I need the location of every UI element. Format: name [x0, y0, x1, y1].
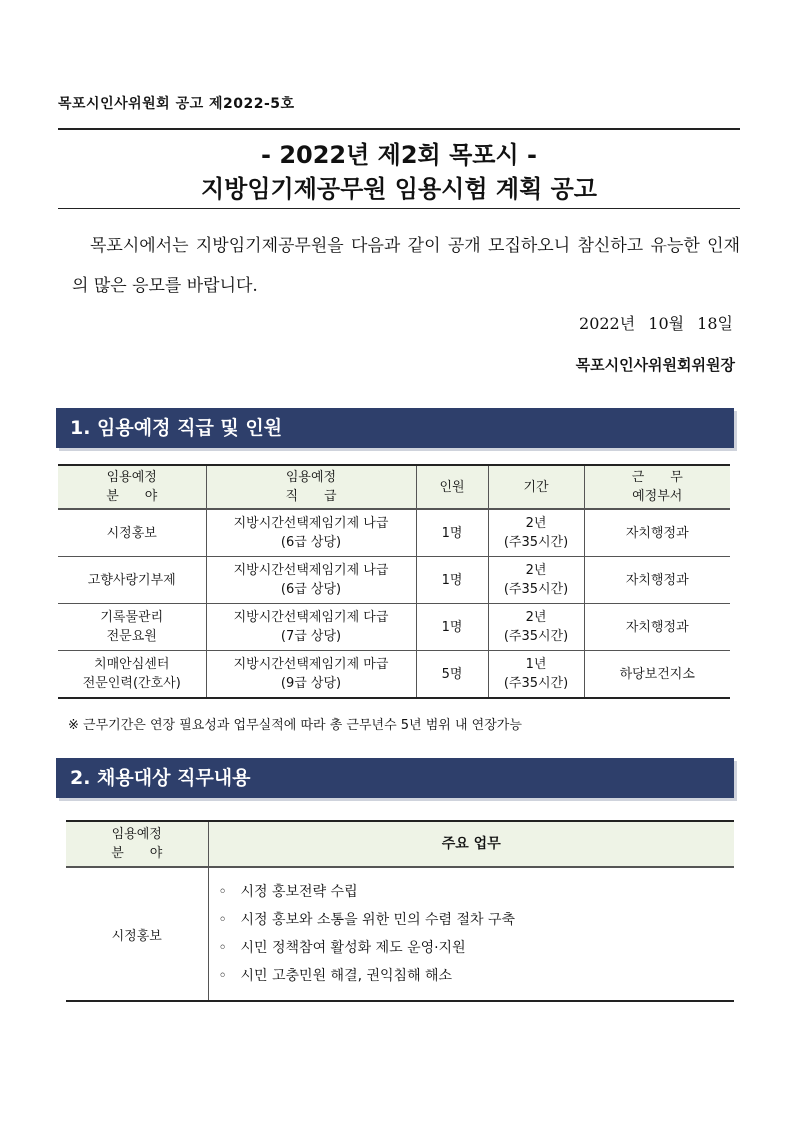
- list-item: ◦ 시민 정책참여 활성화 제도 운영·지원: [219, 934, 735, 962]
- cell-count: 1명: [416, 509, 488, 557]
- cell-dept: 자치행정과: [584, 557, 730, 604]
- cell-count: 1명: [416, 557, 488, 604]
- list-item: ◦ 시정 홍보전략 수립: [219, 878, 735, 906]
- cell-dept: 자치행정과: [584, 604, 730, 651]
- cell-dept: 자치행정과: [584, 509, 730, 557]
- page-title-line2: 지방임기제공무원 임용시험 계획 공고: [200, 175, 597, 203]
- table-row: [58, 651, 730, 699]
- positions-table: [58, 464, 730, 699]
- cell-period: 2년 (주35시간): [488, 509, 584, 557]
- col-header-dept: 근 무 예정부서: [584, 465, 730, 509]
- col-header-field: 임용예정 분 야: [66, 821, 208, 867]
- list-item: ◦ 시민 고충민원 해결, 권익침해 해소: [219, 962, 735, 990]
- col-header-count: 인원: [416, 465, 488, 509]
- intro-paragraph: [72, 226, 740, 306]
- col-header-duties: 주요 업무: [208, 821, 734, 867]
- table-header-row: [58, 465, 730, 509]
- cell-field: 치매안심센터 전문인력(간호사): [58, 651, 206, 699]
- table-row: [58, 557, 730, 604]
- col-header-period: 기간: [488, 465, 584, 509]
- col-header-field: 임용예정 분 야: [58, 465, 206, 509]
- table-row: [58, 604, 730, 651]
- cell-count: 1명: [416, 604, 488, 651]
- cell-field: 고향사랑기부제: [58, 557, 206, 604]
- cell-dept: 하당보건지소: [584, 651, 730, 699]
- intro-text: 목포시에서는 지방임기제공무원을 다음과 같이 공개 모집하오니 참신하고 유능한 인재의 많은 응모를 바랍니다.: [72, 236, 740, 296]
- title-top-rule: [58, 128, 740, 130]
- signer: 목포시인사위원회위원장: [575, 356, 735, 374]
- table-row: [66, 867, 734, 1001]
- cell-field: 기록물관리 전문요원: [58, 604, 206, 651]
- duties-table: [66, 820, 734, 1002]
- cell-field: 시정홍보: [66, 867, 208, 1001]
- cell-period: 2년 (주35시간): [488, 557, 584, 604]
- cell-period: 1년 (주35시간): [488, 651, 584, 699]
- notice-number: 목포시인사위원회 공고 제2022-5호: [58, 96, 295, 112]
- section1-header: 1. 임용예정 직급 및 인원: [56, 408, 734, 448]
- table-row: [58, 509, 730, 557]
- cell-grade: 지방시간선택제임기제 나급 (6급 상당): [206, 557, 416, 604]
- notice-date: 2022년 10월 18일: [579, 314, 733, 333]
- cell-grade: 지방시간선택제임기제 마급 (9급 상당): [206, 651, 416, 699]
- cell-grade: 지방시간선택제임기제 나급 (6급 상당): [206, 509, 416, 557]
- section2-header: 2. 채용대상 직무내용: [56, 758, 734, 798]
- cell-duties: [208, 867, 734, 1001]
- cell-grade: 지방시간선택제임기제 다급 (7급 상당): [206, 604, 416, 651]
- cell-count: 5명: [416, 651, 488, 699]
- title-bottom-rule: [58, 208, 740, 209]
- cell-field: 시정홍보: [58, 509, 206, 557]
- col-header-grade: 임용예정 직 급: [206, 465, 416, 509]
- list-item: ◦ 시정 홍보와 소통을 위한 민의 수렴 절차 구축: [219, 906, 735, 934]
- table-header-row: [66, 821, 734, 867]
- page-title-line1: - 2022년 제2회 목포시 -: [261, 141, 537, 169]
- footnote: ※ 근무기간은 연장 필요성과 업무실적에 따라 총 근무년수 5년 범위 내 연장가능: [68, 718, 522, 733]
- cell-period: 2년 (주35시간): [488, 604, 584, 651]
